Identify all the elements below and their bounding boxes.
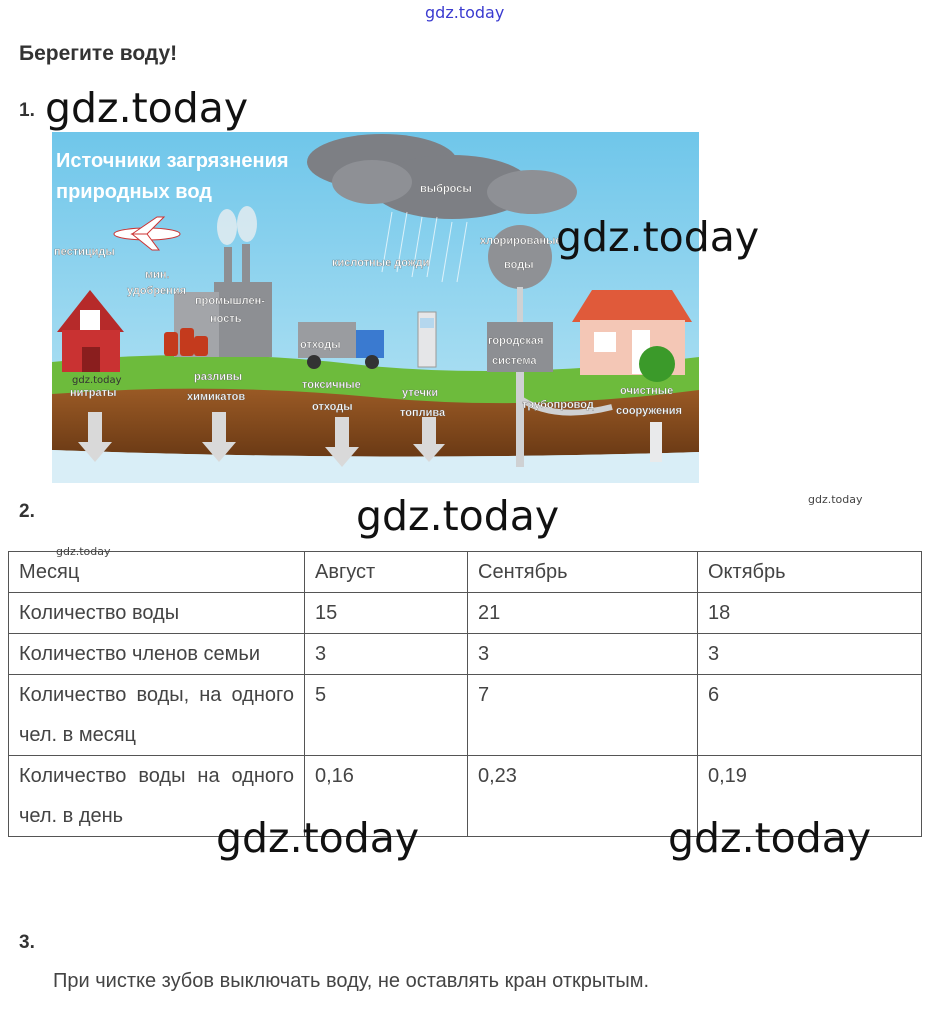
svg-text:трубопровод: трубопровод: [522, 399, 594, 411]
svg-text:токсичные: токсичные: [302, 379, 361, 391]
table-cell: 6: [698, 675, 922, 756]
table-cell: 7: [468, 675, 698, 756]
svg-text:удобрения: удобрения: [127, 285, 187, 297]
table-cell: 18: [698, 593, 922, 634]
watermark-5: gdz.today: [668, 814, 872, 862]
svg-text:топлива: топлива: [400, 407, 446, 419]
table-row: [9, 593, 922, 634]
svg-text:ность: ность: [210, 313, 242, 325]
table-header-cell: Месяц: [9, 552, 305, 593]
watermark-4: gdz.today: [216, 814, 420, 862]
table-row: [9, 634, 922, 675]
table-cell: 0,23: [468, 756, 698, 837]
table-cell: Количество воды: [9, 593, 305, 634]
svg-text:хлорированые: хлорированые: [480, 235, 562, 247]
watermark-2: gdz.today: [556, 213, 760, 261]
answer-text: При чистке зубов выключать воду, не оставлять кран открытым.: [53, 970, 650, 992]
watermark-top: gdz.today: [425, 3, 505, 22]
illus-heading-2: природных вод: [56, 181, 212, 203]
table-cell: Количество членов семьи: [9, 634, 305, 675]
section-number-1: 1.: [19, 100, 35, 121]
fuel-pump: [418, 312, 436, 367]
table-cell: Количество воды, на одного чел. в месяц: [9, 675, 305, 756]
table-cell: 21: [468, 593, 698, 634]
section-number-2: 2.: [19, 501, 35, 522]
house: [572, 290, 692, 382]
svg-text:утечки: утечки: [402, 387, 439, 399]
svg-text:очистные: очистные: [620, 385, 674, 397]
table-cell: 15: [305, 593, 468, 634]
table-cell: 0,19: [698, 756, 922, 837]
svg-text:пестициды: пестициды: [54, 246, 115, 258]
svg-text:воды: воды: [504, 259, 534, 271]
table-cell: 5: [305, 675, 468, 756]
table-cell: Количество воды на одного чел. в день: [9, 756, 305, 837]
table-cell: 3: [468, 634, 698, 675]
table-header-cell: Октябрь: [698, 552, 922, 593]
svg-text:химикатов: химикатов: [187, 391, 246, 403]
table-header-cell: Август: [305, 552, 468, 593]
section-number-3: 3.: [19, 932, 35, 953]
svg-text:выбросы: выбросы: [420, 183, 472, 195]
svg-text:промышлен-: промышлен-: [195, 295, 265, 307]
table-cell: 0,16: [305, 756, 468, 837]
table-cell: 3: [305, 634, 468, 675]
watermark-small-right: gdz.today: [808, 493, 863, 506]
svg-text:отходы: отходы: [312, 401, 353, 413]
svg-text:система: система: [492, 355, 537, 367]
watermark-1: gdz.today: [45, 84, 249, 132]
svg-text:сооружения: сооружения: [616, 405, 682, 417]
watermark-3: gdz.today: [356, 492, 560, 540]
svg-text:разливы: разливы: [194, 371, 243, 383]
svg-text:городская: городская: [488, 335, 544, 347]
table-header-row: [9, 552, 922, 593]
table-row: [9, 675, 922, 756]
svg-text:кислотные дожди: кислотные дожди: [332, 257, 430, 269]
page-title: Берегите воду!: [19, 42, 178, 65]
table-cell: 3: [698, 634, 922, 675]
table-header-cell: Сентябрь: [468, 552, 698, 593]
illus-heading-1: Источники загрязнения: [56, 150, 289, 172]
watermark-illus: gdz.today: [72, 375, 122, 386]
pollution-sources-illustration: [52, 132, 699, 483]
watermark-small-table: gdz.today: [56, 545, 111, 558]
svg-text:нитраты: нитраты: [70, 387, 117, 399]
water-usage-table: [8, 551, 922, 837]
svg-text:мин.: мин.: [145, 269, 170, 281]
svg-text:отходы: отходы: [300, 339, 341, 351]
